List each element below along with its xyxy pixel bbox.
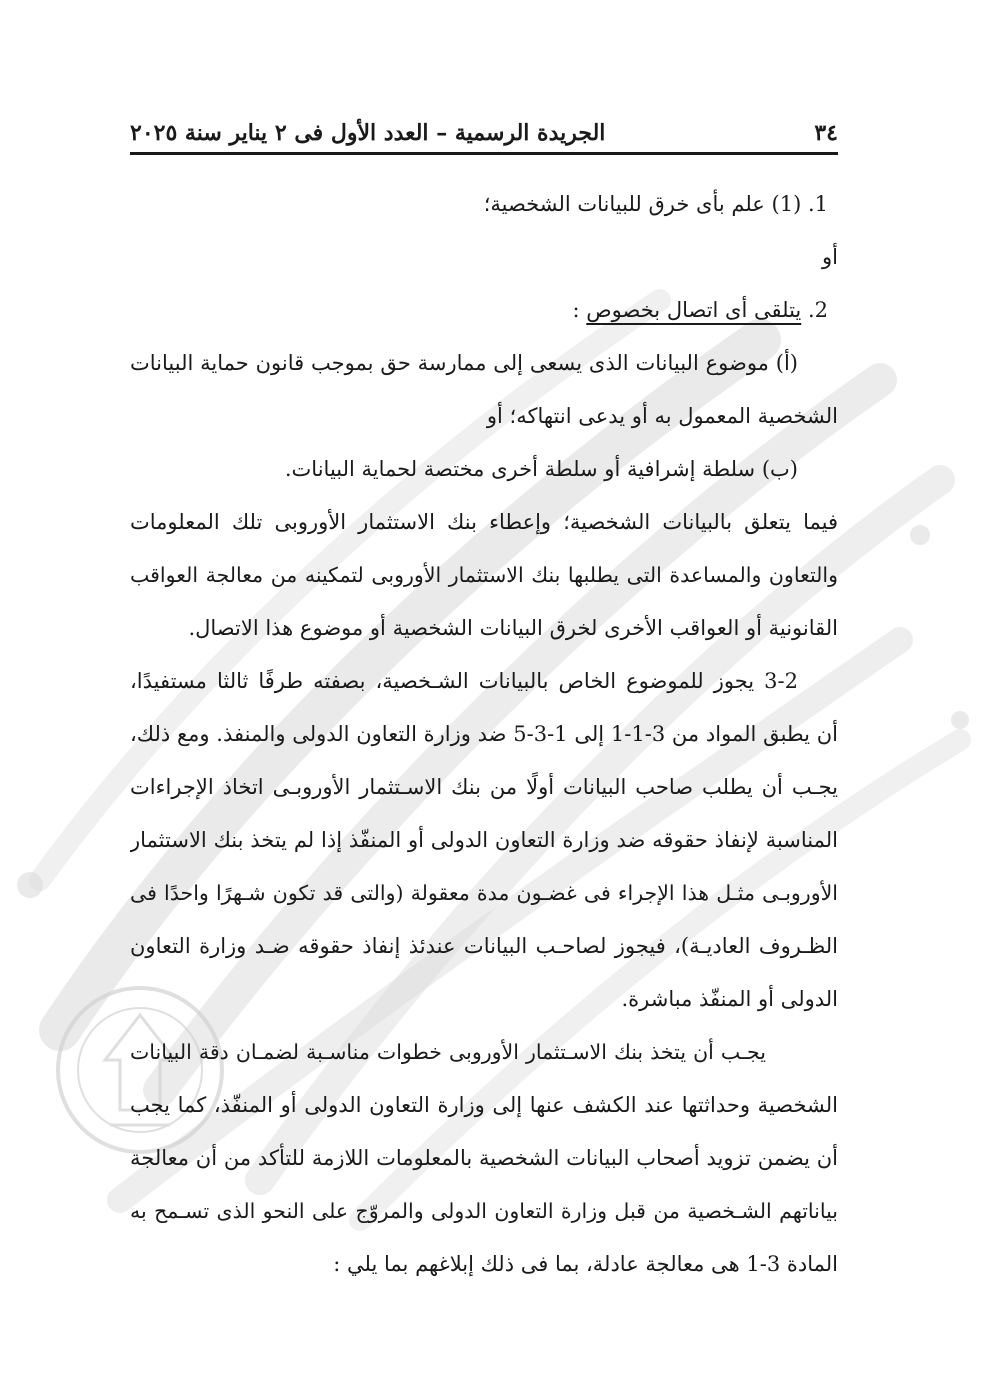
text-line: المناسبة لإنفاذ حقوقه ضد وزارة التعاون الدولى أو المنفّذ إذا لم يتخذ بنك الاستثمار [130,828,838,852]
text-line: يجـب أن يتخذ بنك الاسـتثمار الأوروبى خطوات مناسـبة لضمـان دقة البيانات [130,1040,766,1064]
text-line: أن يضمن تزويد أصحاب البيانات الشخصية بالمعلومات اللازمة للتأكد من أن معالجة [130,1146,838,1170]
text-line: 1. (1) علم بأى خرق للبيانات الشخصية؛ [483,192,828,216]
page-number: ٣٤ [814,120,838,146]
text-line: بياناتهم الشـخصية من قبل وزارة التعاون الدولى والمروّج على النحو الذى تسـمح به [130,1199,838,1223]
text-line: القانونية أو العواقب الأخرى لخرق البيانات الشخصية أو موضوع هذا الاتصال. [188,616,838,640]
text-line: الظـروف العاديـة)، فيجوز لصاحـب البيانات عندئذ إنفاذ حقوقه ضـد وزارة التعاون [130,934,838,958]
underlined-phrase: يتلقى أى اتصال بخصوص [586,298,802,322]
watermark-dot [17,872,43,898]
text-line: (ب) سلطة إشرافية أو سلطة أخرى مختصة لحماية البيانات. [284,457,798,481]
document-page [130,0,838,1400]
text-line: أن يطبق المواد من 3-1-1 إلى 1-3-5 ضد وزارة التعاون الدولى والمنفذ. ومع ذلك، [130,722,838,746]
text-line: والتعاون والمساعدة التى يطلبها بنك الاستثمار الأوروبى لتمكينه من معالجة العواقب [130,563,838,587]
text-line: الأوروبـى مثـل هذا الإجراء فى غضـون مدة معقولة (والتى قد تكون شـهرًا واحدًا فى [130,881,838,905]
text-line: أو [822,245,838,269]
document-body [130,178,838,1291]
text-line: الشخصية وحداثتها عند الكشف عنها إلى وزارة التعاون الدولى أو المنفّذ، كما يجب [130,1093,838,1117]
watermark-dot [951,711,969,729]
text-line [130,284,838,337]
text-line: (أ) موضوع البيانات الذى يسعى إلى ممارسة حق بموجب قانون حماية البيانات [130,351,798,375]
text-line: 3-2 يجوز للموضوع الخاص بالبيانات الشـخصية، بصفته طرفًا ثالثا مستفيدًا، [130,669,798,693]
page-header [130,110,838,146]
text-line: الشخصية المعمول به أو يدعى انتهاكه؛ أو [486,404,838,428]
item-number: 2. [807,298,828,322]
item-colon: : [572,298,580,322]
text-line: الدولى أو المنفّذ مباشرة. [621,987,838,1011]
text-line: فيما يتعلق بالبيانات الشخصية؛ وإعطاء بنك الاستثمار الأوروبى تلك المعلومات [130,510,838,534]
header-divider [130,152,838,155]
text-line: يجـب أن يطلب صاحب البيانات أولًا من بنك الاسـتثمار الأوروبـى اتخاذ الإجراءات [130,775,838,799]
gazette-title: الجريدة الرسمية – العدد الأول فى ٢ يناير سنة ٢٠٢٥ [130,120,606,146]
text-line: المادة 3-1 هى معالجة عادلة، بما فى ذلك إبلاغهم بما يلي : [333,1252,838,1276]
watermark-dot [910,525,930,545]
